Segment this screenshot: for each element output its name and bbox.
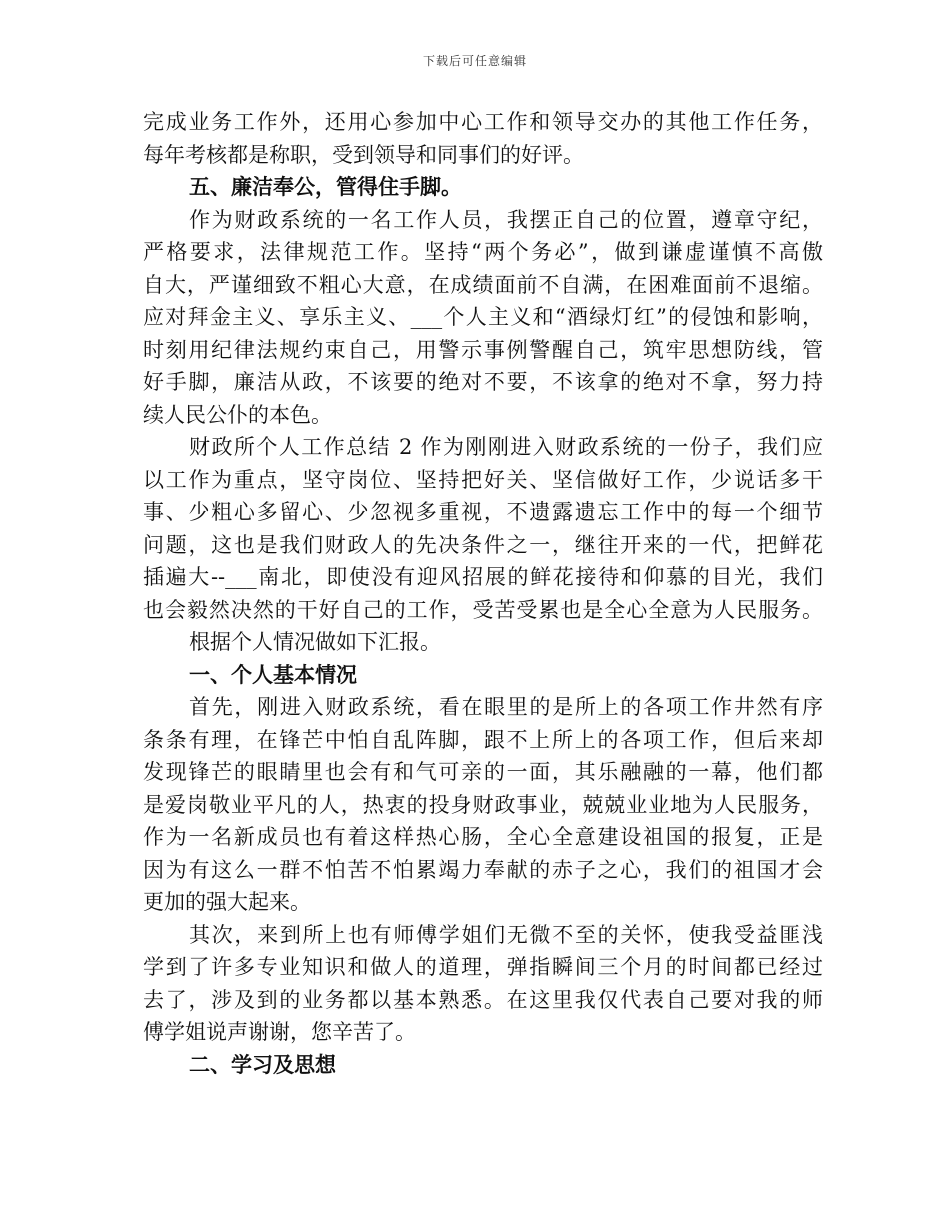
text-line: 去了，涉及到的业务都以基本熟悉。在这里我仅代表自己要对我的师 bbox=[143, 987, 823, 1012]
text-line: 好手脚，廉洁从政，不该要的绝对不要，不该拿的绝对不拿，努力持 bbox=[143, 370, 823, 394]
section-heading: 一、个人基本情况 bbox=[189, 661, 357, 687]
text-line: 也会毅然决然的干好自己的工作，受苦受累也是全心全意为人民服务。 bbox=[143, 597, 823, 622]
text-line: 发现锋芒的眼睛里也会有和气可亲的一面，其乐融融的一幕，他们都 bbox=[143, 760, 823, 784]
page-header: 下载后可任意编辑 bbox=[422, 54, 527, 68]
text-line: 学到了许多专业知识和做人的道理，弹指瞬间三个月的时间都已经过 bbox=[143, 955, 823, 979]
text-line: 以工作为重点，坚守岗位、坚持把好关、坚信做好工作，少说话多干 bbox=[143, 467, 823, 492]
text-line: 插遍大--___南北，即使没有迎风招展的鲜花接待和仰慕的目光，我们 bbox=[143, 565, 823, 589]
text-line: 更加的强大起来。 bbox=[143, 890, 311, 914]
section-heading: 二、学习及思想 bbox=[189, 1051, 336, 1077]
section-heading: 五、廉洁奉公，管得住手脚。 bbox=[189, 174, 462, 199]
text-line: 首先，刚进入财政系统，看在眼里的是所上的各项工作井然有序 bbox=[189, 695, 823, 719]
text-line: 完成业务工作外，还用心参加中心工作和领导交办的其他工作任务， bbox=[143, 110, 823, 134]
text-line: 傅学姐说声谢谢，您辛苦了。 bbox=[143, 1020, 416, 1044]
text-line: 问题，这也是我们财政人的先决条件之一，继往开来的一代，把鲜花 bbox=[143, 532, 823, 557]
text-line: 时刻用纪律法规约束自己，用警示事例警醒自己，筑牢思想防线，管 bbox=[143, 337, 823, 362]
text-line: 其次，来到所上也有师傅学姐们无微不至的关怀，使我受益匪浅 bbox=[189, 922, 823, 947]
document-body bbox=[143, 106, 823, 1081]
text-line: 事、少粗心多留心、少忽视多重视，不遗露遗忘工作中的每一个细节 bbox=[143, 500, 823, 524]
text-line: 因为有这么一群不怕苦不怕累竭力奉献的赤子之心，我们的祖国才会 bbox=[143, 857, 823, 882]
text-line: 财政所个人工作总结 2 作为刚刚进入财政系统的一份子，我们应 bbox=[189, 435, 823, 459]
text-line: 是爱岗敬业平凡的人，热衷的投身财政事业，兢兢业业地为人民服务， bbox=[143, 792, 823, 817]
text-line: 自大，严谨细致不粗心大意，在成绩面前不自满，在困难面前不退缩。 bbox=[143, 272, 823, 297]
text-line: 根据个人情况做如下汇报。 bbox=[189, 630, 441, 654]
text-line: 作为一名新成员也有着这样热心肠，全心全意建设祖国的报复，正是 bbox=[143, 825, 823, 849]
text-line: 每年考核都是称职，受到领导和同事们的好评。 bbox=[143, 142, 584, 167]
text-line: 严格要求，法律规范工作。坚持“两个务必”，做到谦虚谨慎不高傲 bbox=[143, 240, 823, 264]
text-line: 续人民公仆的本色。 bbox=[143, 402, 332, 427]
text-line: 应对拜金主义、享乐主义、___个人主义和“酒绿灯红”的侵蚀和影响， bbox=[143, 305, 823, 329]
text-line: 作为财政系统的一名工作人员，我摆正自己的位置，遵章守纪， bbox=[189, 207, 823, 232]
text-line: 条条有理，在锋芒中怕自乱阵脚，跟不上所上的各项工作，但后来却 bbox=[143, 727, 823, 752]
